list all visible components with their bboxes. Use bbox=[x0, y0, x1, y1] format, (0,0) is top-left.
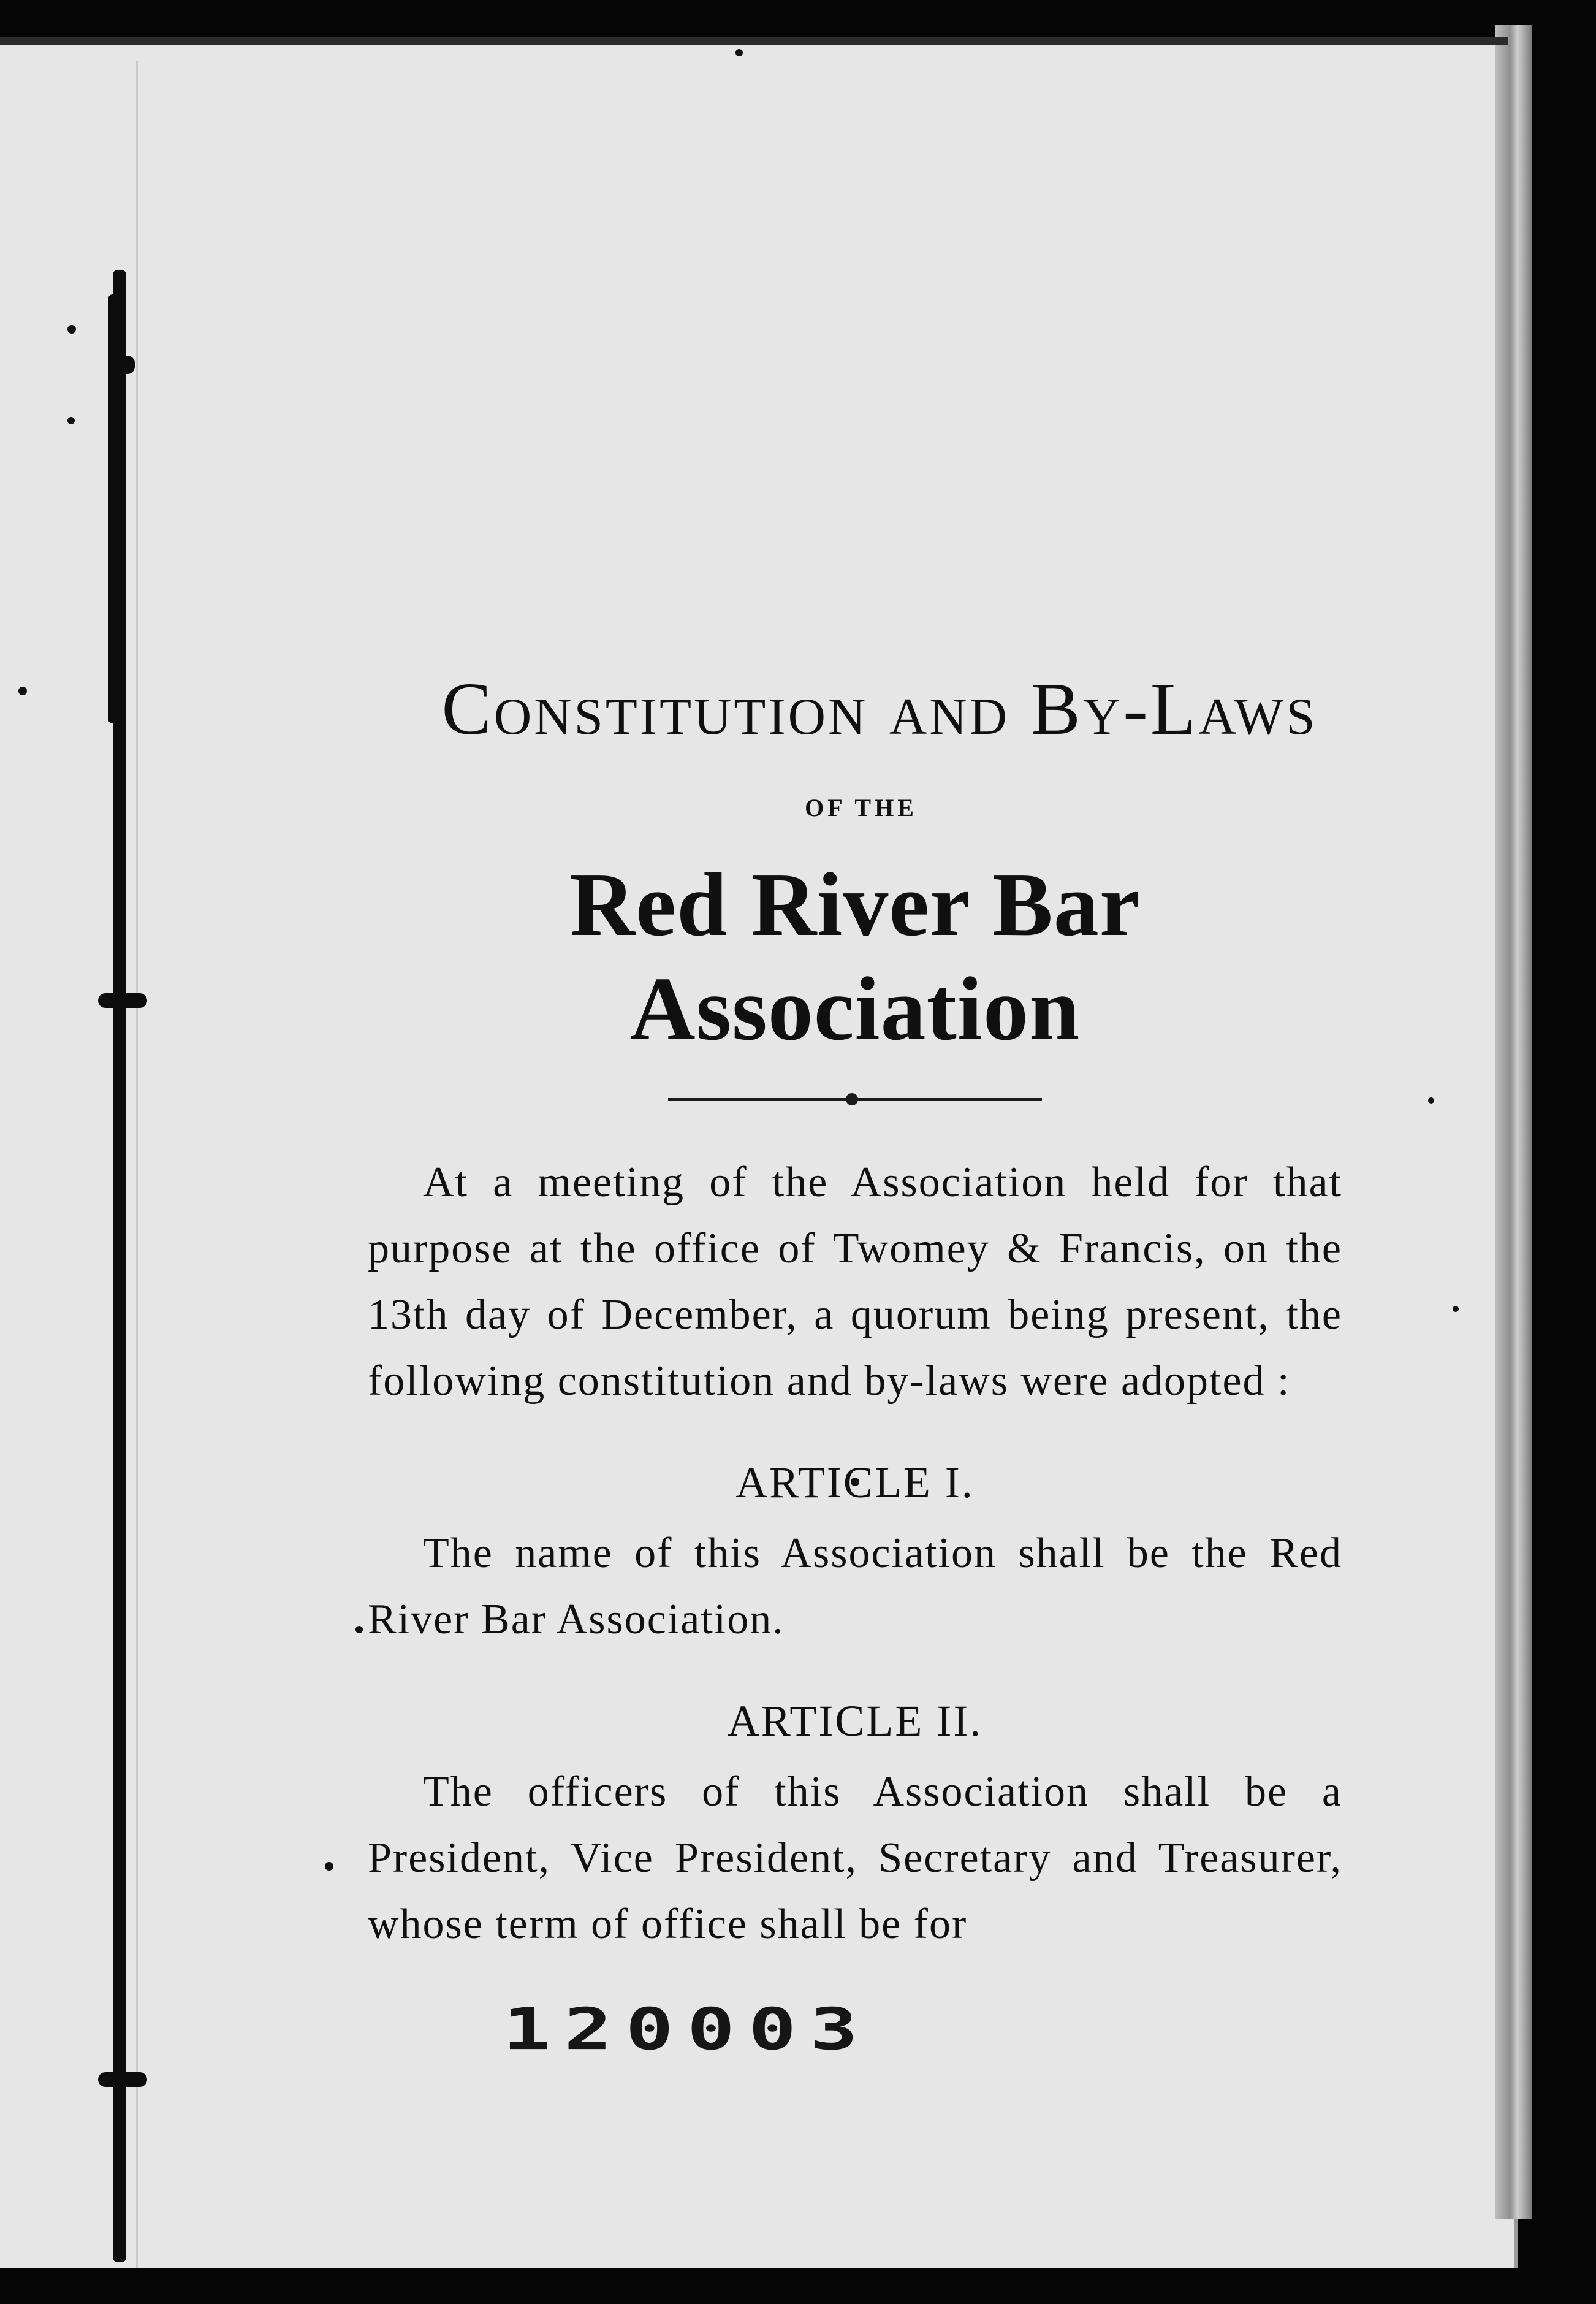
binding-fold bbox=[136, 61, 138, 2268]
intro-paragraph bbox=[368, 1150, 1342, 1414]
binding-knot bbox=[98, 2072, 147, 2087]
paper-speck bbox=[735, 49, 743, 56]
title-connector: OF THE bbox=[805, 794, 918, 822]
article-text: The officers of this Association shall be a President, Vice President, Secretary and Treasurer, whose term of office shall be for bbox=[368, 1768, 1342, 1948]
document-title: Constitution and By-Laws bbox=[441, 668, 1318, 750]
page-edge bbox=[1495, 25, 1532, 2219]
paper-speck bbox=[67, 417, 75, 424]
article-text: The name of this Association shall be the Red River Bar Association. bbox=[368, 1530, 1342, 1644]
article-heading: ARTICLE II. bbox=[727, 1696, 983, 1746]
binding-knot bbox=[98, 993, 147, 1008]
paper-speck bbox=[1453, 1306, 1459, 1312]
paper-speck bbox=[67, 325, 76, 334]
rule-ornament bbox=[846, 1093, 858, 1105]
page-top-edge bbox=[0, 37, 1508, 45]
paper-speck bbox=[355, 1626, 363, 1633]
intro-text: At a meeting of the Association held for that purpose at the office of Twomey & Francis, on the 13th day of December, a quorum being present, the following constitution and by-laws were adopted : bbox=[368, 1159, 1342, 1405]
paper-speck bbox=[18, 687, 27, 695]
accession-stamp: 120003 bbox=[503, 1996, 872, 2063]
ornamental-rule bbox=[668, 1098, 1042, 1101]
document-body bbox=[368, 668, 1342, 2001]
association-name: Red River Bar Association bbox=[569, 855, 1141, 1060]
article-heading: ARTICLE I. bbox=[735, 1458, 975, 1508]
paper-speck bbox=[1428, 1097, 1434, 1104]
paper-speck bbox=[325, 1862, 333, 1871]
article-paragraph bbox=[368, 1520, 1342, 1653]
article-paragraph bbox=[368, 1759, 1342, 1958]
binding-knot bbox=[116, 356, 135, 374]
